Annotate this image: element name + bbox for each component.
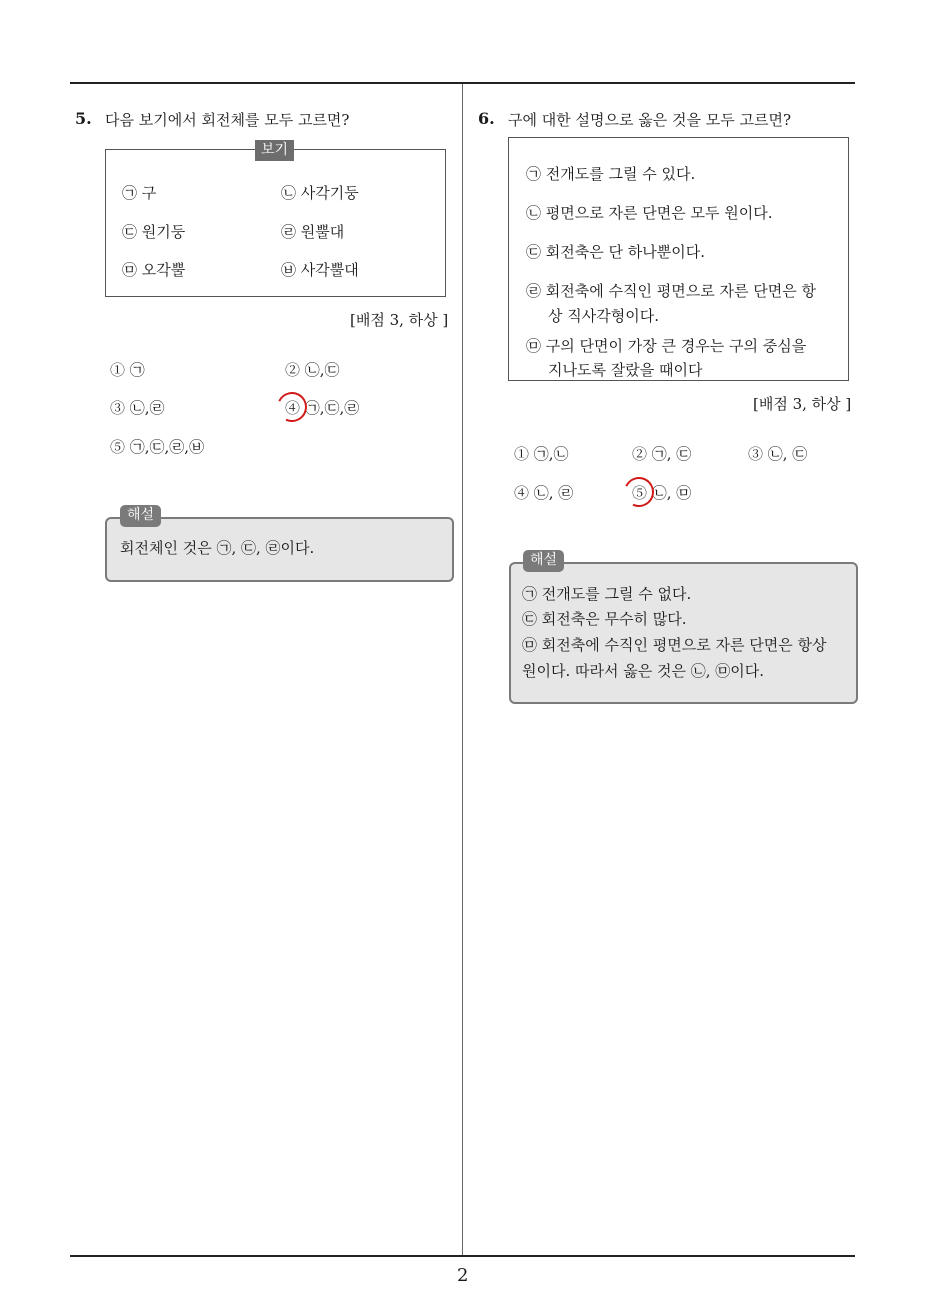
statement-item: ㉢ 회전축은 단 하나뿐이다. (526, 243, 705, 261)
solution-line: 회전체인 것은 ㉠, ㉢, ㉣이다. (120, 539, 315, 557)
statement-item: ㉤ 구의 단면이 가장 큰 경우는 구의 중심을 (526, 337, 807, 355)
statement-item: ㉠ 전개도를 그릴 수 있다. (526, 165, 696, 183)
answer-choice[interactable]: ⑤ ㉡, ㉤ (632, 484, 692, 502)
solution-line: ㉤ 회전축에 수직인 평면으로 자른 단면은 항상 (522, 636, 827, 654)
question-text: 다음 보기에서 회전체를 모두 고르면? (105, 111, 350, 129)
solution-line: ㉠ 전개도를 그릴 수 없다. (522, 585, 692, 603)
answer-choice[interactable]: ② ㉠, ㉢ (632, 445, 692, 463)
statement-item-continued: 지나도록 잘랐을 때이다 (548, 361, 703, 379)
statement-item: ㉣ 회전축에 수직인 평면으로 자른 단면은 항 (526, 282, 816, 300)
statement-item-continued: 상 직사각형이다. (548, 307, 659, 325)
answer-choice[interactable]: ④ ㉠,㉢,㉣ (285, 399, 360, 417)
question-number: 6. (478, 109, 495, 128)
answer-choice[interactable]: ① ㉠,㉡ (514, 445, 569, 463)
score-label: [배점 3, 하상 ] (753, 395, 852, 413)
example-item: ㉣ 원뿔대 (281, 223, 345, 241)
score-label: [배점 3, 하상 ] (350, 311, 449, 329)
statement-item: ㉡ 평면으로 자른 단면은 모두 원이다. (526, 204, 773, 222)
answer-choice[interactable]: ③ ㉡,㉣ (110, 399, 165, 417)
question-number: 5. (75, 109, 92, 128)
solution-tag: 해설 (523, 550, 564, 572)
answer-choice[interactable]: ④ ㉡, ㉣ (514, 484, 574, 502)
example-item: ㉢ 원기둥 (122, 223, 186, 241)
correct-answer-mark (273, 388, 311, 426)
answer-choice[interactable]: ② ㉡,㉢ (285, 361, 340, 379)
example-item: ㉤ 오각뿔 (122, 261, 186, 279)
example-item: ㉡ 사각기둥 (281, 184, 359, 202)
page-number: 2 (457, 1265, 469, 1286)
question-text: 구에 대한 설명으로 옳은 것을 모두 고르면? (508, 111, 791, 129)
column-divider (462, 84, 463, 1256)
correct-answer-mark (620, 473, 658, 511)
answer-choice[interactable]: ⑤ ㉠,㉢,㉣,㉥ (110, 438, 205, 456)
answer-choice[interactable]: ① ㉠ (110, 361, 145, 379)
example-box-title: 보기 (255, 140, 294, 161)
bottom-rule (70, 1255, 855, 1257)
solution-tag: 해설 (120, 505, 161, 527)
example-item: ㉥ 사각뿔대 (281, 261, 359, 279)
solution-line: ㉢ 회전축은 무수히 많다. (522, 610, 687, 628)
answer-choice[interactable]: ③ ㉡, ㉢ (748, 445, 808, 463)
example-item: ㉠ 구 (122, 184, 157, 202)
solution-line: 원이다. 따라서 옳은 것은 ㉡, ㉤이다. (522, 662, 765, 680)
